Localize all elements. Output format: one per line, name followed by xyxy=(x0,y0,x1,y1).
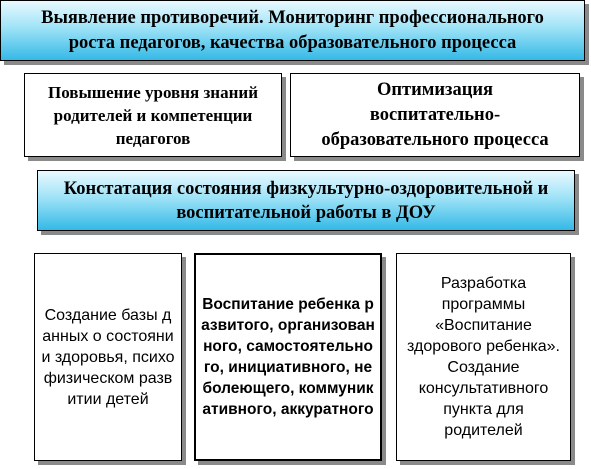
top-banner xyxy=(0,0,585,61)
middle-banner-text: Констатация состояния физкультурно-оздоровительной и воспитательной работы в ДОУ xyxy=(63,178,549,223)
database-box xyxy=(34,253,182,461)
upbringing-box xyxy=(194,253,382,461)
database-box-text: Создание базы данных о состоянии здоровья, психофизическом развитии детей xyxy=(41,306,175,408)
knowledge-box xyxy=(24,73,282,157)
program-box xyxy=(396,253,571,461)
optimization-box xyxy=(290,73,580,157)
optimization-box-text: Оптимизация воспитательно-образовательного процесса xyxy=(321,79,549,150)
program-box-text: Разработка программы «Воспитание здорового ребенка». Создание консультативного пункта для родителей xyxy=(407,275,560,439)
top-banner-text: Выявление противоречий. Мониторинг профессионального роста педагогов, качества образовательного процесса xyxy=(41,7,544,53)
middle-banner xyxy=(37,170,575,231)
knowledge-box-text: Повышение уровня знаний родителей и компетенции педагогов xyxy=(47,82,258,148)
upbringing-box-text: Воспитание ребенка развитого, организованного, самостоятельного, инициативного, не болеющего, коммуникативного, аккуратного xyxy=(201,296,375,418)
